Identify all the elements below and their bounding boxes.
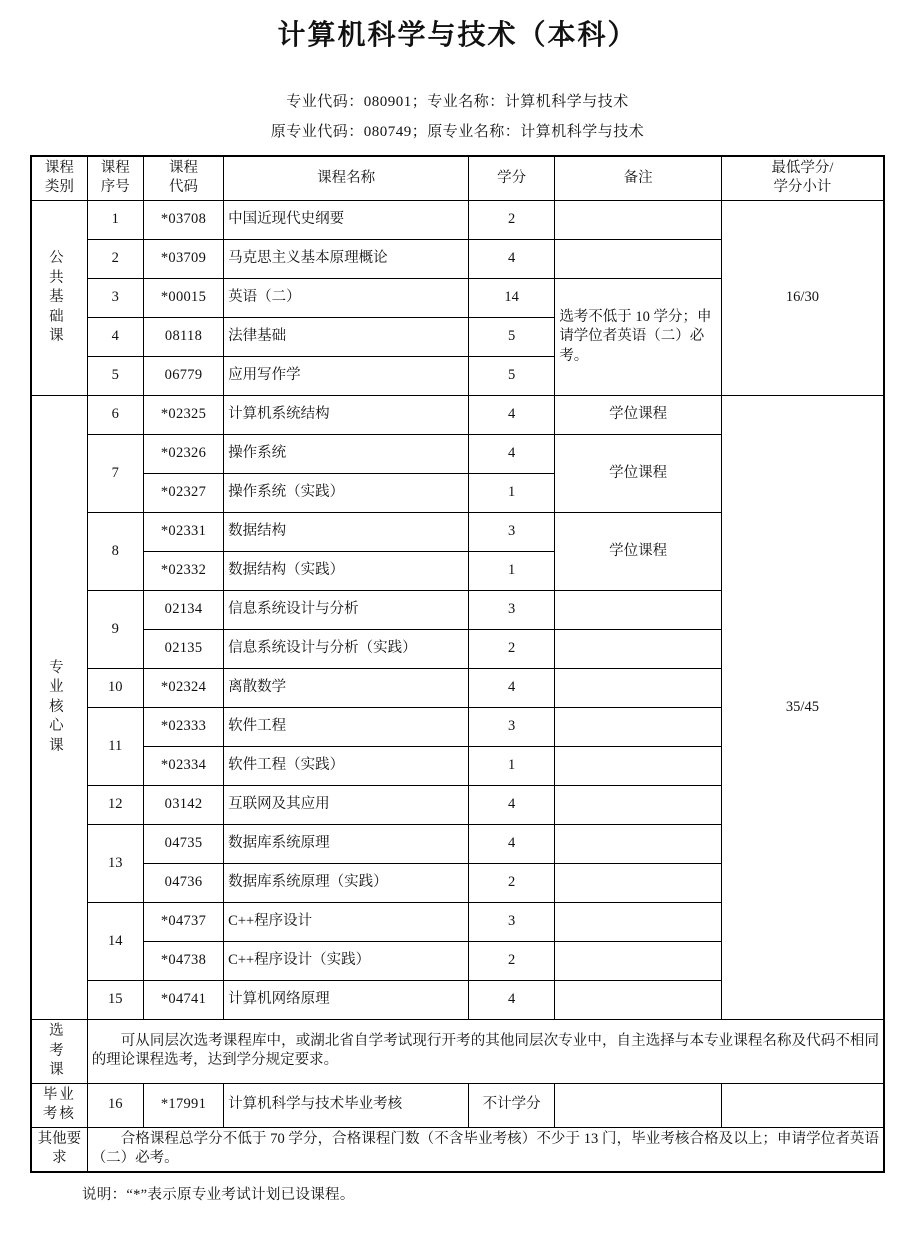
row-course-code: *02325: [143, 396, 223, 435]
row-course-code: 02135: [143, 630, 223, 669]
row-remark-empty: [555, 942, 722, 981]
row-course-code: 08118: [143, 318, 223, 357]
row-course-name: 计算机科学与技术毕业考核: [224, 1083, 469, 1127]
row-credit: 2: [469, 864, 555, 903]
row-remark-degree: 学位课程: [555, 435, 722, 513]
row-credit: 1: [469, 747, 555, 786]
row-course-name: 数据库系统原理: [224, 825, 469, 864]
row-sequence: 1: [87, 201, 143, 240]
subtotal-core-major: 35/45: [721, 396, 884, 1020]
row-course-code: *02333: [143, 708, 223, 747]
major-code-line: 专业代码：080901；专业名称：计算机科学与技术: [286, 94, 629, 111]
row-course-name: 数据结构（实践）: [224, 552, 469, 591]
row-sequence: 11: [87, 708, 143, 786]
row-sequence: 16: [87, 1083, 143, 1127]
row-sequence: 8: [87, 513, 143, 591]
page-title: 计算机科学与技术（本科）: [277, 20, 638, 51]
row-credit: 3: [469, 708, 555, 747]
category-public-char-2: 基: [49, 289, 70, 306]
category-core-char-4: 课: [49, 737, 70, 754]
header-code-line2: 代码: [169, 179, 199, 196]
row-course-code: *04738: [143, 942, 223, 981]
row-credit: 4: [469, 786, 555, 825]
row-course-name: 操作系统: [224, 435, 469, 474]
row-course-name: 数据结构: [224, 513, 469, 552]
curriculum-table: [30, 155, 885, 1173]
row-course-code: *00015: [143, 279, 223, 318]
header-sequence-line2: 序号: [100, 179, 130, 196]
row-course-code: 06779: [143, 357, 223, 396]
row-credit: 不计学分: [469, 1083, 555, 1127]
category-other-requirements: 其他要求: [31, 1127, 87, 1172]
category-core-char-2: 核: [49, 698, 70, 715]
row-remark-empty: [555, 201, 722, 240]
category-elective-char-1: 考: [49, 1042, 70, 1059]
row-course-name: 马克思主义基本原理概论: [224, 240, 469, 279]
row-remark-degree: 学位课程: [555, 396, 722, 435]
row-sequence: 14: [87, 903, 143, 981]
row-course-name: 中国近现代史纲要: [224, 201, 469, 240]
row-remark-empty: [555, 708, 722, 747]
row-sequence: 7: [87, 435, 143, 513]
row-course-name: C++程序设计: [224, 903, 469, 942]
row-remark-empty: [555, 903, 722, 942]
category-core-char-1: 业: [49, 679, 70, 696]
row-sequence: 15: [87, 981, 143, 1020]
subtitle-block: [0, 88, 915, 147]
row-remark-empty: [555, 747, 722, 786]
category-elective-char-2: 课: [49, 1062, 70, 1079]
row-course-name: 应用写作学: [224, 357, 469, 396]
row-credit: 2: [469, 630, 555, 669]
row-course-code: *04741: [143, 981, 223, 1020]
header-course-name: 课程名称: [224, 156, 469, 201]
row-course-name: 信息系统设计与分析: [224, 591, 469, 630]
row-credit: 2: [469, 201, 555, 240]
row-credit: 4: [469, 435, 555, 474]
row-credit: 3: [469, 591, 555, 630]
row-sequence: 12: [87, 786, 143, 825]
table-row: [31, 201, 884, 240]
category-core-major: [31, 396, 87, 1020]
row-course-name: 英语（二）: [224, 279, 469, 318]
subtotal-graduation: [721, 1083, 884, 1127]
table-row: [31, 396, 884, 435]
row-course-name: C++程序设计（实践）: [224, 942, 469, 981]
row-course-code: *03709: [143, 240, 223, 279]
category-public-char-1: 共: [49, 269, 70, 286]
header-sequence: [87, 156, 143, 201]
row-course-code: *04737: [143, 903, 223, 942]
row-course-code: *17991: [143, 1083, 223, 1127]
row-credit: 1: [469, 552, 555, 591]
remark-public-basic: 选考不低于 10 学分；申请学位者英语（二）必考。: [555, 279, 722, 396]
row-course-code: *02334: [143, 747, 223, 786]
row-remark-empty: [555, 1083, 722, 1127]
other-requirements-description: 合格课程总学分不低于 70 学分，合格课程门数（不含毕业考核）不少于 13 门，毕业考核合格及以上；申请学位者英语（二）必考。: [87, 1127, 884, 1172]
row-credit: 4: [469, 669, 555, 708]
row-course-name: 互联网及其应用: [224, 786, 469, 825]
row-remark-empty: [555, 630, 722, 669]
header-course-code: [143, 156, 223, 201]
row-course-code: *02332: [143, 552, 223, 591]
row-sequence: 5: [87, 357, 143, 396]
header-category-line1: 课程: [44, 159, 74, 176]
row-remark-empty: [555, 825, 722, 864]
row-remark-degree: 学位课程: [555, 513, 722, 591]
row-course-code: *03708: [143, 201, 223, 240]
row-course-code: 02134: [143, 591, 223, 630]
row-course-name: 软件工程: [224, 708, 469, 747]
category-public-basic: [31, 201, 87, 396]
row-credit: 4: [469, 240, 555, 279]
row-course-name: 信息系统设计与分析（实践）: [224, 630, 469, 669]
row-course-code: *02324: [143, 669, 223, 708]
category-elective: [31, 1020, 87, 1084]
row-sequence: 2: [87, 240, 143, 279]
row-course-name: 离散数学: [224, 669, 469, 708]
row-course-name: 计算机网络原理: [224, 981, 469, 1020]
header-code-line1: 课程: [169, 159, 199, 176]
footnote: 说明：“*”表示原专业考试计划已设课程。: [82, 1186, 355, 1203]
row-sequence: 13: [87, 825, 143, 903]
category-elective-char-0: 选: [49, 1023, 70, 1040]
row-credit: 4: [469, 981, 555, 1020]
row-credit: 4: [469, 396, 555, 435]
row-credit: 4: [469, 825, 555, 864]
header-category: [31, 156, 87, 201]
row-course-code: *02331: [143, 513, 223, 552]
category-graduation-line1: 毕业: [42, 1086, 76, 1103]
category-public-char-3: 础: [49, 308, 70, 325]
row-remark-empty: [555, 981, 722, 1020]
row-sequence: 10: [87, 669, 143, 708]
table-row-elective: [31, 1020, 884, 1084]
category-core-char-3: 心: [49, 718, 70, 735]
row-sequence: 6: [87, 396, 143, 435]
row-course-name: 法律基础: [224, 318, 469, 357]
row-course-name: 数据库系统原理（实践）: [224, 864, 469, 903]
row-course-code: *02327: [143, 474, 223, 513]
row-remark-empty: [555, 864, 722, 903]
header-subtotal: [721, 156, 884, 201]
row-sequence: 3: [87, 279, 143, 318]
category-graduation-line2: 考核: [42, 1106, 76, 1123]
row-course-code: 04735: [143, 825, 223, 864]
subtotal-public-basic: 16/30: [721, 201, 884, 396]
category-public-char-0: 公: [49, 250, 70, 267]
row-remark-empty: [555, 240, 722, 279]
row-course-code: *02326: [143, 435, 223, 474]
table-row-other: [31, 1127, 884, 1172]
table-header-row: [31, 156, 884, 201]
row-credit: 5: [469, 318, 555, 357]
row-course-code: 03142: [143, 786, 223, 825]
header-subtotal-line1: 最低学分/: [771, 159, 834, 176]
category-public-char-4: 课: [49, 328, 70, 345]
header-credit: 学分: [469, 156, 555, 201]
row-remark-empty: [555, 786, 722, 825]
row-course-name: 软件工程（实践）: [224, 747, 469, 786]
row-credit: 3: [469, 513, 555, 552]
row-course-name: 操作系统（实践）: [224, 474, 469, 513]
category-graduation: [31, 1083, 87, 1127]
header-remark: 备注: [555, 156, 722, 201]
row-remark-empty: [555, 591, 722, 630]
elective-description: 可从同层次选考课程库中，或湖北省自学考试现行开考的其他同层次专业中，自主选择与本专业课程名称及代码不相同的理论课程选考，达到学分规定要求。: [87, 1020, 884, 1084]
original-major-code-line: 原专业代码：080749；原专业名称：计算机科学与技术: [270, 123, 645, 140]
row-credit: 3: [469, 903, 555, 942]
header-subtotal-line2: 学分小计: [773, 179, 832, 196]
row-credit: 5: [469, 357, 555, 396]
row-credit: 2: [469, 942, 555, 981]
category-core-char-0: 专: [49, 659, 70, 676]
row-remark-empty: [555, 669, 722, 708]
row-credit: 1: [469, 474, 555, 513]
table-row-graduation: [31, 1083, 884, 1127]
header-sequence-line1: 课程: [100, 159, 130, 176]
row-course-code: 04736: [143, 864, 223, 903]
row-credit: 14: [469, 279, 555, 318]
header-category-line2: 类别: [44, 179, 74, 196]
row-sequence: 4: [87, 318, 143, 357]
row-sequence: 9: [87, 591, 143, 669]
row-course-name: 计算机系统结构: [224, 396, 469, 435]
